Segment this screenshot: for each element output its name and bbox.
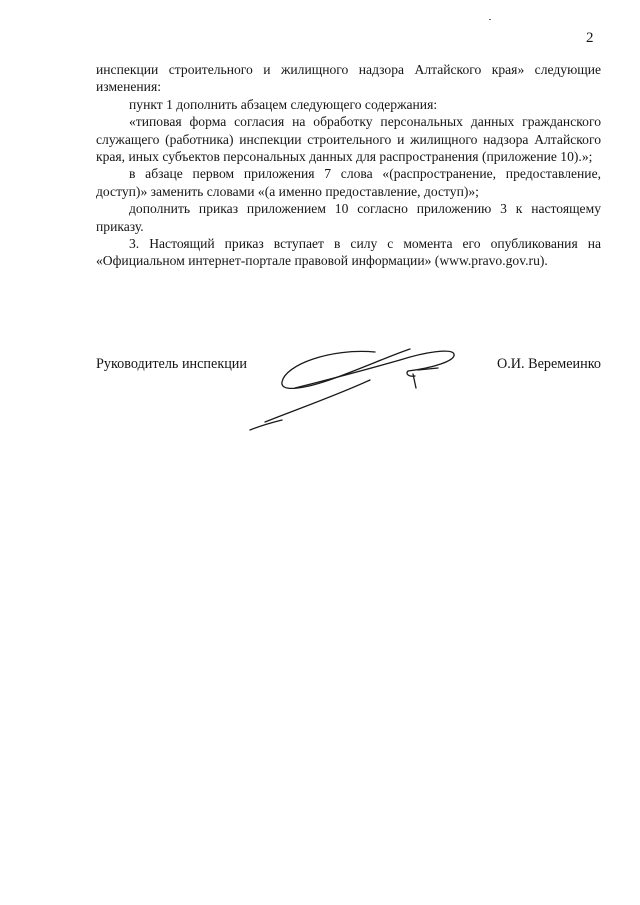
paragraph: дополнить приказ приложением 10 согласно приложению 3 к настоящему приказу. <box>96 201 601 234</box>
paragraph: 3. Настоящий приказ вступает в силу с момента его опубликования на «Официальном интернет-портале правовой информации» (www.pravo.gov.ru). <box>96 236 601 269</box>
paragraph: «типовая форма согласия на обработку персональных данных гражданского служащего (работника) инспекции строительного и жилищного надзора Алтайского края, иных субъектов персональных данных для распространения (приложение 10).»; <box>96 114 601 165</box>
handwritten-signature <box>240 330 490 440</box>
signatory-name: О.И. Веремеинко <box>496 356 601 372</box>
signatory-position: Руководитель инспекции <box>96 356 247 372</box>
scan-speck <box>489 19 491 20</box>
page-number: 2 <box>586 30 594 46</box>
document-body <box>96 61 601 270</box>
paragraph: в абзаце первом приложения 7 слова «(распространение, предоставление, доступ)» заменить словами «(а именно предоставление, доступ)»; <box>96 166 601 199</box>
paragraph: инспекции строительного и жилищного надзора Алтайского края» следующие изменения: <box>96 62 601 95</box>
paragraph: пункт 1 дополнить абзацем следующего содержания: <box>129 96 438 112</box>
